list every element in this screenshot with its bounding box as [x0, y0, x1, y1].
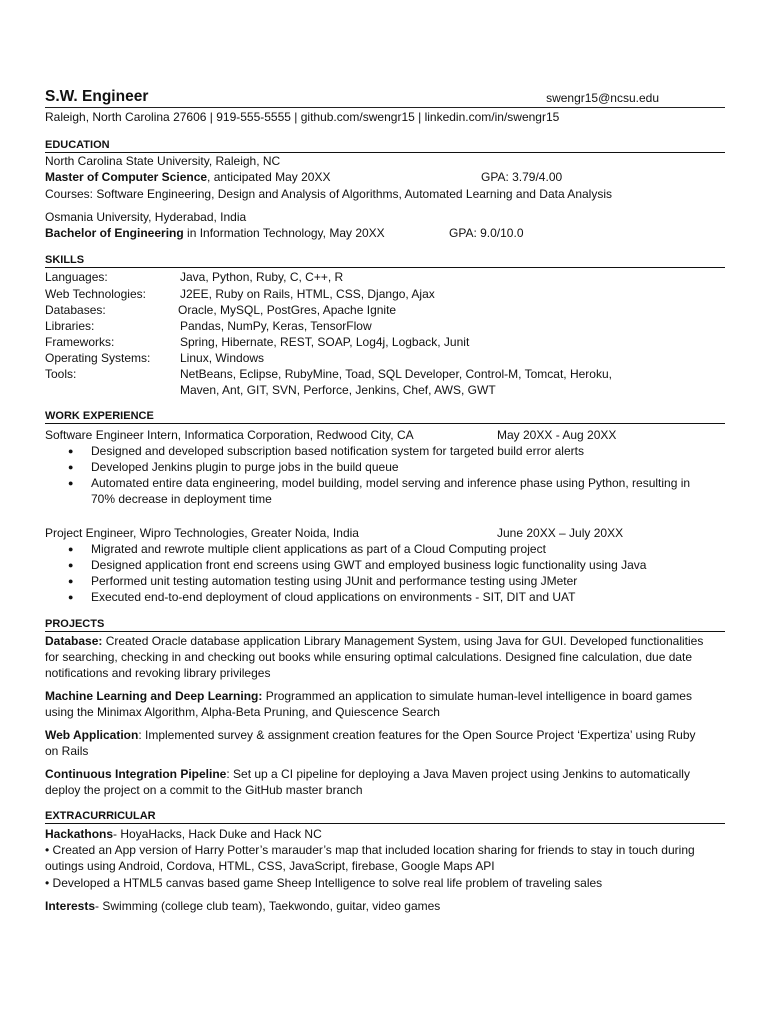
section-title-skills: SKILLS	[45, 254, 85, 266]
skill-value: NetBeans, Eclipse, RubyMine, Toad, SQL Developer, Control-M, Tomcat, Heroku,	[180, 367, 612, 381]
education-school: Osmania University, Hyderabad, India	[45, 210, 247, 224]
degree-name: Master of Computer Science	[45, 170, 208, 184]
skill-label: Languages:	[45, 270, 108, 284]
education-gpa: GPA: 3.79/4.00	[481, 170, 563, 184]
bullet-item: ● Developed Jenkins plugin to purge jobs in the build queue	[45, 459, 725, 475]
skill-value: J2EE, Ruby on Rails, HTML, CSS, Django, Ajax	[180, 287, 435, 301]
degree-name: Bachelor of Engineering	[45, 226, 184, 240]
section-divider	[45, 267, 725, 268]
extracurricular-point: • Developed a HTML5 canvas based game Sheep Intelligence to solve real life problem of traveling sales	[45, 876, 603, 890]
skill-value: Linux, Windows	[180, 351, 265, 365]
project-name: Database:	[45, 634, 103, 648]
job-title: Software Engineer Intern, Informatica Corporation, Redwood City, CA	[45, 428, 414, 442]
education-gpa: GPA: 9.0/10.0	[449, 226, 524, 240]
project-name: Machine Learning and Deep Learning:	[45, 689, 263, 703]
interests-line	[45, 898, 440, 914]
skill-label: Tools:	[45, 367, 77, 381]
bullet-item: ● Designed and developed subscription based notification system for targeted build error alerts	[45, 443, 725, 459]
skill-label: Frameworks:	[45, 335, 115, 349]
email-address: swengr15@ncsu.edu	[546, 91, 659, 105]
candidate-name: S.W. Engineer	[45, 88, 149, 105]
section-title-work: WORK EXPERIENCE	[45, 410, 154, 422]
hackathons-text: - HoyaHacks, Hack Duke and Hack NC	[113, 827, 322, 841]
job-dates: June 20XX – July 20XX	[497, 526, 624, 540]
skill-value: Pandas, NumPy, Keras, TensorFlow	[180, 319, 372, 333]
extracurricular-section-header	[45, 809, 725, 824]
skill-value: Java, Python, Ruby, C, C++, R	[180, 270, 344, 284]
degree-detail: in Information Technology, May 20XX	[183, 226, 385, 240]
job-dates: May 20XX - Aug 20XX	[497, 428, 617, 442]
skill-label: Web Technologies:	[45, 287, 146, 301]
section-divider	[45, 631, 725, 632]
project-item	[45, 688, 705, 720]
work-section-header	[45, 409, 725, 424]
bullet-item: ● Designed application front end screens using GWT and employed business logic functionality using Java	[45, 557, 725, 573]
project-description: : Implemented survey & assignment creation features for the Open Source Project ‘Expertiza’ using Ruby on Rails	[45, 728, 696, 758]
bullet-item: ● Automated entire data engineering, model building, model serving and inference phase using Python, resulting in 70% decrease in deployment time	[45, 475, 711, 507]
hackathons-line	[45, 826, 322, 842]
skill-value: Oracle, MySQL, PostGres, Apache Ignite	[178, 303, 397, 317]
skills-section-header	[45, 253, 725, 268]
bullet-item: ● Performed unit testing automation testing using JUnit and performance testing using JMeter	[45, 573, 725, 589]
extracurricular-point: • Created an App version of Harry Potter’s marauder’s map that included location sharing for friends to stay in touch during outings using Android, Cordova, HTML, CSS, JavaScript, firebase, Google Maps API	[45, 843, 695, 873]
skill-value: Spring, Hibernate, REST, SOAP, Log4j, Logback, Junit	[180, 335, 470, 349]
education-degree	[45, 225, 385, 241]
job-bullets	[45, 541, 725, 605]
interests-label: Interests	[45, 899, 96, 913]
section-divider	[45, 823, 725, 824]
bullet-item: ● Executed end-to-end deployment of cloud applications on environments - SIT, DIT and UAT	[45, 589, 725, 605]
job-title: Project Engineer, Wipro Technologies, Greater Noida, India	[45, 526, 359, 540]
project-item	[45, 633, 705, 681]
header-divider	[45, 107, 725, 108]
project-name: Continuous Integration Pipeline	[45, 767, 227, 781]
project-name: Web Application	[45, 728, 139, 742]
skill-label: Databases:	[45, 303, 106, 317]
project-description: Programmed an application to simulate human-level intelligence in board games using the Minimax Algorithm, Alpha-Beta Pruning, and Quiescence Search	[45, 689, 692, 719]
project-description: : Set up a CI pipeline for deploying a Java Maven project using Jenkins to automatically deploy the project on a commit to the GitHub master branch	[45, 767, 690, 797]
section-title-education: EDUCATION	[45, 139, 110, 151]
project-item	[45, 727, 705, 759]
section-title-projects: PROJECTS	[45, 618, 105, 630]
education-degree	[45, 169, 330, 185]
interests-text: - Swimming (college club team), Taekwondo, guitar, video games	[95, 899, 441, 913]
education-section-header	[45, 138, 725, 153]
skill-label: Operating Systems:	[45, 351, 151, 365]
skill-value-continued: Maven, Ant, GIT, SVN, Perforce, Jenkins, Chef, AWS, GWT	[180, 383, 496, 397]
job-bullets	[45, 443, 725, 507]
project-description: Created Oracle database application Library Management System, using Java for GUI. Developed functionalities for searching, checking in and checking out books while ensuring optimal calculations. Designed fine calculation, due date notifications and revoking library privileges	[45, 634, 704, 680]
section-title-extracurricular: EXTRACURRICULAR	[45, 810, 156, 822]
education-school: North Carolina State University, Raleigh, NC	[45, 154, 281, 168]
skill-label: Libraries:	[45, 319, 95, 333]
section-divider	[45, 423, 725, 424]
project-item	[45, 766, 705, 798]
education-courses: Courses: Software Engineering, Design and Analysis of Algorithms, Automated Learning and Data Analysis	[45, 187, 612, 201]
header	[45, 88, 725, 108]
projects-section-header	[45, 617, 725, 632]
contact-line: Raleigh, North Carolina 27606 | 919-555-5555 | github.com/swengr15 | linkedin.com/in/swengr15	[45, 110, 560, 124]
hackathons-label: Hackathons	[45, 827, 114, 841]
bullet-item: ● Migrated and rewrote multiple client applications as part of a Cloud Computing project	[45, 541, 725, 557]
degree-detail: , anticipated May 20XX	[207, 170, 331, 184]
